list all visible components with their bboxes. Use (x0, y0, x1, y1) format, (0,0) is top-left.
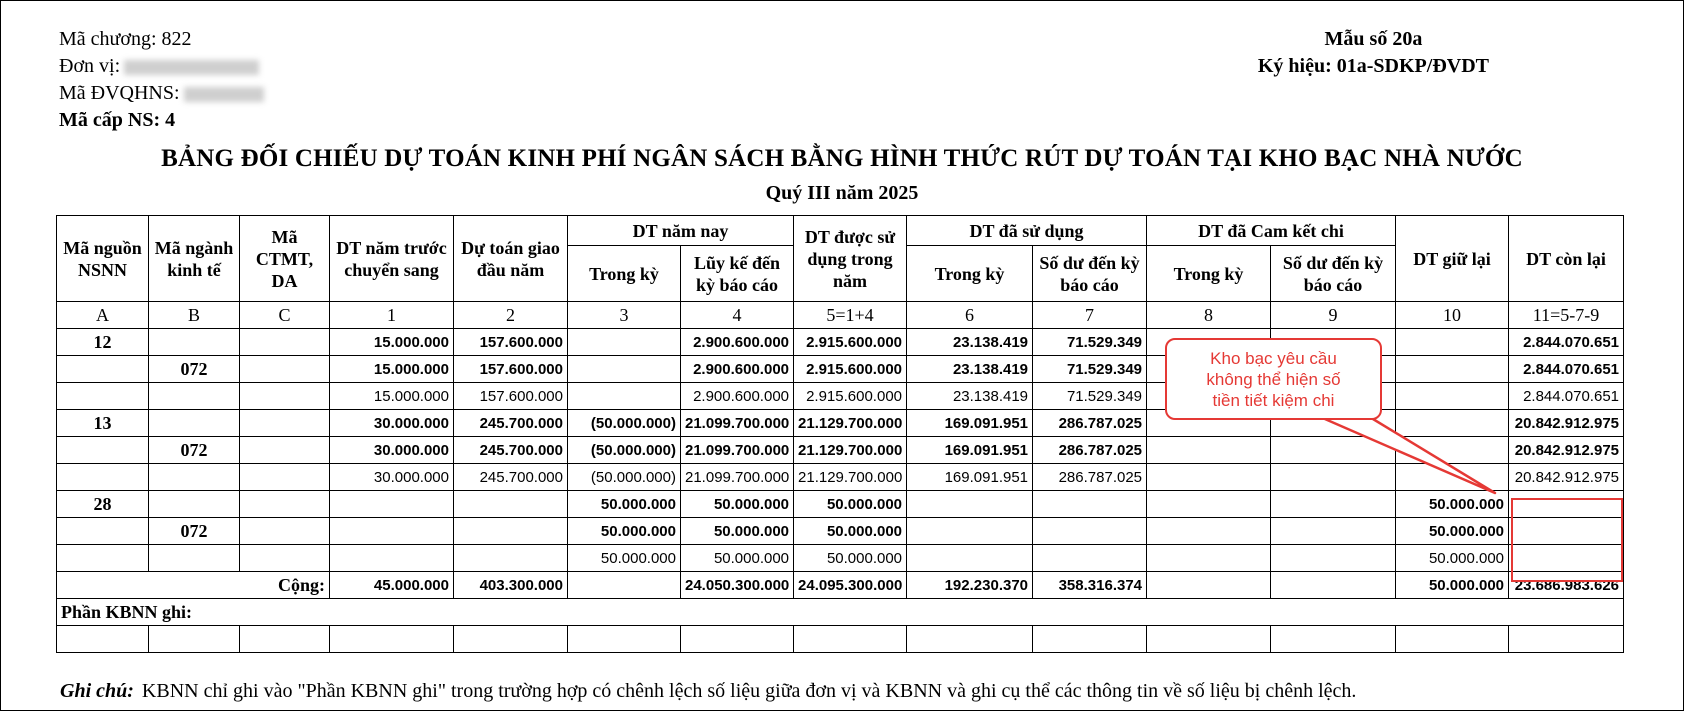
table-row (57, 491, 1624, 518)
callout-line-2: không thể hiện số (1206, 370, 1341, 389)
table-cell: 50.000.000 (568, 545, 681, 572)
table-cell (1396, 437, 1509, 464)
table-cell (1396, 329, 1509, 356)
table-cell (330, 491, 454, 518)
ma-chuong-line: Mã chương: 822 (59, 28, 192, 50)
table-cell (57, 518, 149, 545)
table-cell: 169.091.951 (907, 437, 1033, 464)
table-cell: 2.844.070.651 (1509, 356, 1624, 383)
table-cell (149, 410, 240, 437)
table-cell: 50.000.000 (681, 491, 794, 518)
table-cell (57, 545, 149, 572)
table-cell (907, 491, 1033, 518)
table-cell: 50.000.000 (681, 545, 794, 572)
footnote-lead: Ghi chú: (60, 680, 134, 702)
table-cell (454, 545, 568, 572)
table-cell: 245.700.000 (454, 437, 568, 464)
table-cell (1396, 464, 1509, 491)
table-cell: 50.000.000 (568, 491, 681, 518)
kbnn-blank-row (57, 626, 1624, 653)
table-cell (568, 329, 681, 356)
table-cell: 20.842.912.975 (1509, 437, 1624, 464)
table-cell (1271, 437, 1396, 464)
table-cell: 286.787.025 (1033, 437, 1147, 464)
header-dt-da-cam-ket: DT đã Cam kết chi (1147, 216, 1396, 246)
table-cell (568, 356, 681, 383)
table-cell: 169.091.951 (907, 464, 1033, 491)
mau-so: Mẫu số 20a (1324, 28, 1423, 50)
data-rows (57, 329, 1624, 572)
table-cell (330, 518, 454, 545)
table-cell (907, 518, 1033, 545)
table-cell (907, 545, 1033, 572)
reconciliation-table (56, 215, 1624, 653)
header-right (1258, 26, 1489, 80)
table-cell (1271, 545, 1396, 572)
table-cell: 072 (149, 437, 240, 464)
table-cell: 50.000.000 (1396, 545, 1509, 572)
table-cell (149, 464, 240, 491)
table-cell: 50.000.000 (568, 518, 681, 545)
table-row (57, 545, 1624, 572)
table-cell (1147, 491, 1271, 518)
table-cell: 2.844.070.651 (1509, 383, 1624, 410)
table-cell: 157.600.000 (454, 383, 568, 410)
table-cell: 21.129.700.000 (794, 464, 907, 491)
table-cell: 30.000.000 (330, 410, 454, 437)
table-row (57, 329, 1624, 356)
table-cell (240, 491, 330, 518)
table-row (57, 410, 1624, 437)
header-trong-ky-3: Trong kỳ (1147, 246, 1271, 302)
callout-line-3: tiền tiết kiệm chi (1212, 391, 1335, 410)
table-cell (57, 383, 149, 410)
table-cell: 23.138.419 (907, 383, 1033, 410)
table-cell: 21.099.700.000 (681, 464, 794, 491)
annotation-callout (1165, 338, 1382, 420)
table-cell (149, 329, 240, 356)
table-cell: 072 (149, 518, 240, 545)
table-cell: 13 (57, 410, 149, 437)
table-cell: 21.129.700.000 (794, 437, 907, 464)
table-cell: 2.915.600.000 (794, 383, 907, 410)
table-cell (1271, 518, 1396, 545)
table-cell (1396, 356, 1509, 383)
footnote (60, 680, 1356, 703)
table-cell: 50.000.000 (794, 518, 907, 545)
table-cell: 157.600.000 (454, 329, 568, 356)
header-ma-nganh: Mã ngành kinh tế (149, 216, 240, 302)
table-cell (1033, 491, 1147, 518)
don-vi-line: Đơn vị: (59, 53, 264, 80)
table-cell: 23.138.419 (907, 329, 1033, 356)
table-cell (568, 383, 681, 410)
table-cell (1147, 545, 1271, 572)
table-cell (149, 545, 240, 572)
table-cell (149, 383, 240, 410)
header-dt-duoc-su-dung: DT được sử dụng trong năm (794, 216, 907, 302)
ma-chuong-value: 822 (161, 28, 192, 50)
kbnn-label: Phần KBNN ghi: (57, 599, 1624, 626)
table-cell: 28 (57, 491, 149, 518)
table-cell: 2.900.600.000 (681, 383, 794, 410)
header-dt-nam-nay: DT năm nay (568, 216, 794, 246)
table-cell (1271, 491, 1396, 518)
header-so-du-2: Số dư đến kỳ báo cáo (1271, 246, 1396, 302)
table-cell: 245.700.000 (454, 410, 568, 437)
redacted-don-vi (124, 60, 259, 75)
table-cell: (50.000.000) (568, 464, 681, 491)
table-cell (1147, 518, 1271, 545)
header-dt-giu-lai: DT giữ lại (1396, 216, 1509, 302)
table-cell (1033, 518, 1147, 545)
table-cell: 2.915.600.000 (794, 356, 907, 383)
table-cell: 21.099.700.000 (681, 437, 794, 464)
table-cell (454, 518, 568, 545)
table-cell (240, 464, 330, 491)
table-cell: 2.900.600.000 (681, 356, 794, 383)
table-cell: 50.000.000 (1396, 491, 1509, 518)
table-cell (1396, 383, 1509, 410)
table-cell: 2.844.070.651 (1509, 329, 1624, 356)
table-cell: 23.138.419 (907, 356, 1033, 383)
ma-dvqhns-line: Mã ĐVQHNS: (59, 80, 264, 107)
table-row (57, 437, 1624, 464)
table-cell: 50.000.000 (681, 518, 794, 545)
ma-cap-ns: Mã cấp NS: 4 (59, 109, 176, 131)
header-left (59, 26, 264, 134)
header-luy-ke: Lũy kế đến kỳ báo cáo (681, 246, 794, 302)
table-cell: 15.000.000 (330, 329, 454, 356)
table-cell: 30.000.000 (330, 437, 454, 464)
table-cell: 71.529.349 (1033, 356, 1147, 383)
table-row (57, 518, 1624, 545)
header-trong-ky-2: Trong kỳ (907, 246, 1033, 302)
table-cell (57, 464, 149, 491)
table-cell (240, 437, 330, 464)
table-cell: 169.091.951 (907, 410, 1033, 437)
table-cell (57, 356, 149, 383)
table-cell (1147, 437, 1271, 464)
table-cell: 71.529.349 (1033, 329, 1147, 356)
table-cell (1147, 464, 1271, 491)
redacted-ma-dvqhns (184, 87, 264, 102)
table-cell: 072 (149, 356, 240, 383)
table-cell (1396, 410, 1509, 437)
table-cell (240, 329, 330, 356)
table-cell: 286.787.025 (1033, 410, 1147, 437)
table-cell (240, 383, 330, 410)
table-cell: 286.787.025 (1033, 464, 1147, 491)
header-du-toan-giao: Dự toán giao đầu năm (454, 216, 568, 302)
table-cell: 2.915.600.000 (794, 329, 907, 356)
table-cell: (50.000.000) (568, 410, 681, 437)
header-ma-ctmt: Mã CTMT, DA (240, 216, 330, 302)
total-row: Cộng: 45.000.000 403.300.000 24.050.300.000 24.095.300.000 192.230.370 358.316.374 50.000.000 23.686.983.626 (57, 572, 1624, 599)
header-so-du-1: Số dư đến kỳ báo cáo (1033, 246, 1147, 302)
document-subtitle: Quý III năm 2025 (765, 182, 919, 204)
footnote-text: KBNN chỉ ghi vào "Phần KBNN ghi" trong trường hợp có chênh lệch số liệu giữa đơn vị và KBNN và ghi cụ thể các thông tin về số liệu bị chênh lệch. (141, 680, 1357, 702)
table-cell: 2.900.600.000 (681, 329, 794, 356)
table-row (57, 383, 1624, 410)
table-cell: 21.099.700.000 (681, 410, 794, 437)
table-cell (454, 491, 568, 518)
table-cell (330, 545, 454, 572)
table-cell (240, 545, 330, 572)
header-dt-con-lai: DT còn lại (1509, 216, 1624, 302)
document-title: BẢNG ĐỐI CHIẾU DỰ TOÁN KINH PHÍ NGÂN SÁCH BẰNG HÌNH THỨC RÚT DỰ TOÁN TẠI KHO BẠC NHÀ NƯỚC (161, 145, 1523, 172)
table-cell: 50.000.000 (794, 545, 907, 572)
table-cell: 15.000.000 (330, 383, 454, 410)
table-cell: 50.000.000 (794, 491, 907, 518)
ky-hieu: Ký hiệu: 01a-SDKP/ĐVDT (1257, 55, 1489, 77)
table-cell: (50.000.000) (568, 437, 681, 464)
header-trong-ky-1: Trong kỳ (568, 246, 681, 302)
table-cell (240, 410, 330, 437)
kbnn-label-row (57, 599, 1624, 626)
table-cell: 20.842.912.975 (1509, 464, 1624, 491)
header-dt-nam-truoc: DT năm trước chuyển sang (330, 216, 454, 302)
table-cell (1033, 545, 1147, 572)
highlight-box (1511, 498, 1623, 582)
table-cell: 30.000.000 (330, 464, 454, 491)
table-row (57, 464, 1624, 491)
table-cell: 157.600.000 (454, 356, 568, 383)
table-cell (240, 356, 330, 383)
table-row (57, 356, 1624, 383)
index-row: A B C 1 2 3 4 5=1+4 6 7 8 9 10 11=5-7-9 (57, 302, 1624, 329)
table-cell: 20.842.912.975 (1509, 410, 1624, 437)
callout-line-1: Kho bạc yêu cầu (1210, 349, 1337, 368)
table-cell: 12 (57, 329, 149, 356)
table-cell (149, 491, 240, 518)
header-dt-da-su-dung: DT đã sử dụng (907, 216, 1147, 246)
table-cell (1271, 464, 1396, 491)
header-ma-nguon: Mã nguồn NSNN (57, 216, 149, 302)
table-cell (240, 518, 330, 545)
table-cell: 245.700.000 (454, 464, 568, 491)
table-cell: 50.000.000 (1396, 518, 1509, 545)
total-label: Cộng: (57, 572, 330, 599)
table-cell: 15.000.000 (330, 356, 454, 383)
table-cell: 21.129.700.000 (794, 410, 907, 437)
table-cell (57, 437, 149, 464)
table-cell: 71.529.349 (1033, 383, 1147, 410)
